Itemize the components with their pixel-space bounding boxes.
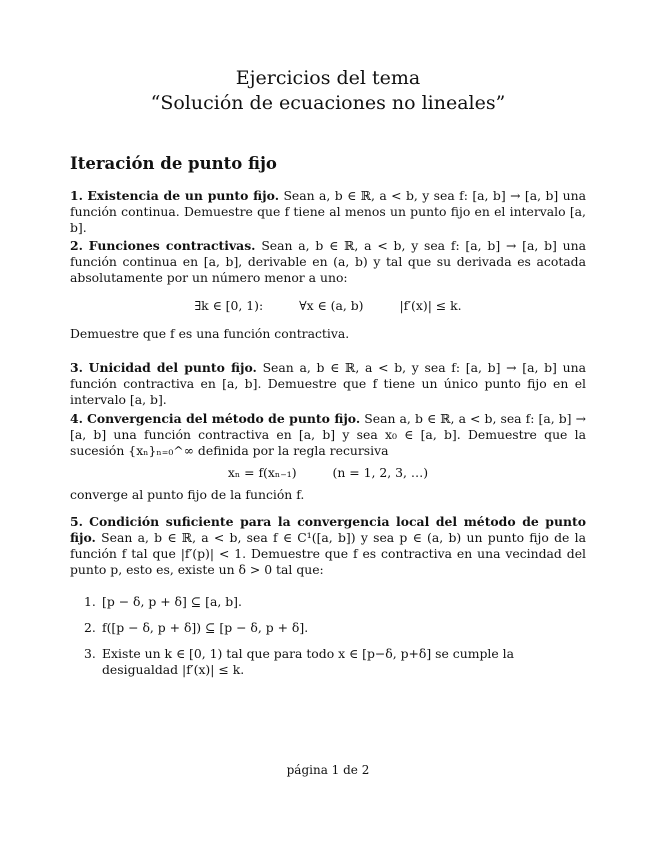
page-title bbox=[70, 66, 586, 116]
list-item bbox=[70, 594, 586, 610]
exercise-number: 3. bbox=[70, 360, 83, 375]
title-line-2: “Solución de ecuaciones no lineales” bbox=[150, 92, 506, 114]
exercise-title: Convergencia del método de punto fijo. bbox=[87, 411, 361, 426]
list-item bbox=[70, 646, 586, 678]
exercise-conclusion: Demuestre que f es una función contractiva. bbox=[70, 326, 350, 341]
exercise-text: Sean a, b ∈ ℝ, a < b, sea f ∈ C¹([a, b]) y sea p ∈ (a, b) un punto fijo de la función f tal que |f′(p)| < 1. Demuestre que f es contractiva en una vecindad del punto p, esto es, existe un δ > 0 tal que: bbox=[70, 530, 586, 577]
equation-part: xₙ = f(xₙ₋₁) bbox=[227, 465, 297, 480]
exercise-number: 5. bbox=[70, 514, 83, 529]
condition-list bbox=[70, 594, 586, 688]
equation-part: |f′(x)| ≤ k. bbox=[399, 298, 462, 313]
list-item-number: 3. bbox=[84, 646, 96, 661]
exercise-title: Existencia de un punto fijo. bbox=[87, 188, 280, 203]
exercise-conclusion: converge al punto fijo de la función f. bbox=[70, 487, 305, 502]
exercise-text: Sean a, b ∈ ℝ, a < b, y sea f: [a, b] → [a, b] una función continua. Demuestre que f tiene al menos un punto fijo en el intervalo [a, b]. bbox=[70, 188, 586, 235]
display-equation bbox=[70, 465, 586, 481]
exercise-1 bbox=[70, 188, 586, 236]
list-item-text: f([p − δ, p + δ]) ⊆ [p − δ, p + δ]. bbox=[102, 620, 309, 635]
equation-part: ∀x ∈ (a, b) bbox=[299, 298, 364, 313]
display-equation bbox=[70, 298, 586, 314]
exercise-title: Funciones contractivas. bbox=[88, 238, 256, 253]
exercise-2 bbox=[70, 238, 586, 342]
exercise-4 bbox=[70, 411, 586, 503]
equation-part: ∃k ∈ [0, 1): bbox=[194, 298, 264, 313]
title-line-1: Ejercicios del tema bbox=[235, 67, 421, 89]
exercise-5 bbox=[70, 514, 586, 578]
exercise-text: Sean a, b ∈ ℝ, a < b, y sea f: [a, b] → [a, b] una función continua en [a, b], derivable en (a, b) y tal que su derivada es acotada absolutamente por un número menor a uno: bbox=[70, 238, 586, 285]
list-item bbox=[70, 620, 586, 636]
list-item-number: 1. bbox=[84, 594, 96, 609]
exercise-number: 1. bbox=[70, 188, 83, 203]
exercise-title: Condición suficiente para la convergencia local del método de punto fijo. bbox=[70, 514, 586, 545]
exercise-3 bbox=[70, 360, 586, 408]
exercise-text: Sean a, b ∈ ℝ, a < b, sea f: [a, b] → [a, b] una función contractiva en [a, b] y sea x₀ ∈ [a, b]. Demuestre que la sucesión {xₙ}ₙ₌₀^∞ definida por la regla recursiva bbox=[70, 411, 586, 458]
list-item-text: [p − δ, p + δ] ⊆ [a, b]. bbox=[102, 594, 242, 609]
exercise-text: Sean a, b ∈ ℝ, a < b, y sea f: [a, b] → [a, b] una función contractiva en [a, b]. Demuestre que f tiene un único punto fijo en el intervalo [a, b]. bbox=[70, 360, 586, 407]
list-item-text: Existe un k ∈ [0, 1) tal que para todo x ∈ [p−δ, p+δ] se cumple la desigualdad |f′(x)| ≤ k. bbox=[102, 646, 514, 677]
equation-part: (n = 1, 2, 3, …) bbox=[332, 465, 429, 480]
page-footer: página 1 de 2 bbox=[286, 763, 370, 777]
exercise-number: 2. bbox=[70, 238, 83, 253]
section-heading: Iteración de punto fijo bbox=[70, 154, 277, 173]
exercise-title: Unicidad del punto fijo. bbox=[88, 360, 257, 375]
list-item-number: 2. bbox=[84, 620, 96, 635]
exercise-number: 4. bbox=[70, 411, 83, 426]
